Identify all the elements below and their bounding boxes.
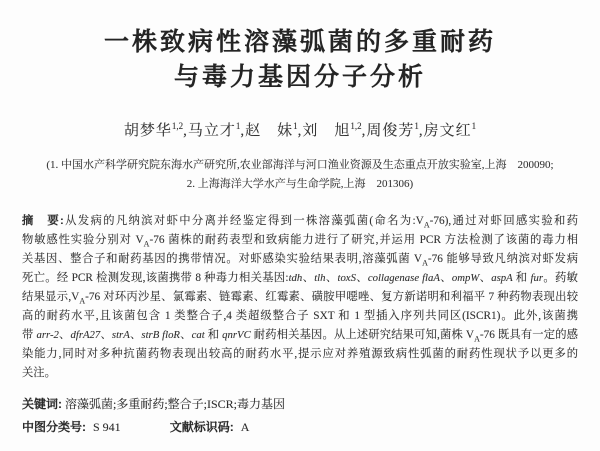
paper-title-line2: 与毒力基因分子分析 — [173, 63, 426, 91]
text-segment: -76 菌株的耐药表型和致病能力进行了研究,并运用 PCR 方法检测了该菌的毒力相 — [149, 234, 578, 246]
text-segment: -76 对环丙沙星、氯霉素、链霉素、红霉素、磺胺甲噁唑、复方新诺明和利福平 7 种药物表现出较 — [85, 291, 578, 303]
text-segment: A — [143, 239, 150, 249]
authors-line — [0, 115, 600, 142]
text-segment: 1,2 — [171, 121, 184, 131]
clc-number-label: 中图分类号: — [22, 420, 86, 434]
keywords-text: 溶藻弧菌;多重耐药;整合子;ISCR;毒力基因 — [65, 397, 286, 411]
text-segment: 从发病的凡纳滨对虾中分离并经鉴定得到一株溶藻弧菌(命名为:V — [63, 215, 424, 227]
text-segment: 、 — [100, 329, 112, 341]
affiliation-line-2: 2. 上海海洋大学水产与生命学院,上海 201306) — [186, 178, 414, 190]
text-segment: A — [79, 296, 86, 306]
text-segment: 、 — [302, 272, 315, 284]
text-segment: 关注。 — [22, 367, 56, 379]
document-code-value: A — [240, 420, 250, 434]
text-segment: 1 — [293, 121, 298, 131]
text-segment: 、 — [439, 272, 452, 284]
text-segment: toxS — [337, 272, 356, 284]
text-segment: 带 — [22, 329, 37, 341]
text-segment: ,房文红 — [418, 123, 472, 139]
text-segment: 和 — [512, 272, 531, 284]
abstract-line — [22, 326, 578, 345]
keywords-line — [22, 396, 578, 413]
text-segment: 关基因、整合子和耐药基因的携带情况。对虾感染实验结果表明,溶藻弧菌 V — [22, 253, 423, 265]
text-segment: 物敏感性实验分别对 V — [22, 234, 144, 246]
text-segment: qnrVC — [222, 329, 251, 341]
text-segment: tdh — [288, 272, 303, 284]
text-segment: 、 — [325, 272, 338, 284]
text-segment: 、 — [129, 329, 142, 341]
text-segment: 和 — [204, 329, 223, 341]
text-segment: 。药敏 — [543, 272, 578, 284]
text-segment: tlh — [314, 272, 326, 284]
keywords-label: 关键词: — [22, 397, 62, 411]
text-segment: 、 — [479, 272, 492, 284]
abstract-line — [22, 269, 578, 288]
text-segment: 摘 要: — [22, 215, 64, 227]
abstract-line — [22, 231, 578, 250]
text-segment: ,刘 旭 — [297, 123, 351, 139]
text-segment: A — [423, 220, 430, 230]
text-segment: A — [474, 334, 480, 344]
text-segment: 高的耐药水平,且该菌包含 1 类整合子,4 类超级整合子 SXT 和 1 型插入序列共同区(ISCR1)。此外,该菌携 — [22, 310, 578, 322]
text-segment: arr-2 — [36, 329, 59, 341]
text-segment: fur — [530, 272, 544, 284]
text-segment: 胡梦华 — [123, 123, 172, 139]
text-segment: 、 — [58, 329, 71, 341]
abstract-line — [22, 364, 578, 383]
paper-title-line1: 一株致病性溶藻弧菌的多重耐药 — [103, 28, 496, 56]
abstract-text — [22, 212, 578, 383]
text-segment: 结果显示,V — [22, 291, 80, 303]
clc-number-value: S 941 — [93, 420, 121, 434]
abstract-line — [22, 212, 578, 231]
text-segment: ompW — [451, 272, 480, 284]
text-segment: ,赵 妹 — [240, 123, 294, 139]
text-segment: 死亡。经 PCR 检测发现,该菌携带 8 种毒力相关基因: — [22, 272, 289, 284]
text-segment: 1 — [235, 121, 241, 131]
abstract-line — [22, 288, 578, 307]
text-segment: 染能力,同时对多种抗菌药物表现出较高的耐药水平,提示应对养殖源致病性弧菌的耐药性现状予以更多的 — [22, 348, 578, 360]
text-segment: -76 能够导致凡纳滨对虾发病 — [427, 253, 578, 265]
text-segment: cat — [191, 329, 205, 341]
text-segment: collagenase flaA — [367, 272, 440, 284]
text-segment: ,马立才 — [183, 123, 236, 139]
text-segment: 、 — [355, 272, 368, 284]
text-segment: dfrA27 — [70, 329, 101, 341]
text-segment: 耐药相关基因。从上述研究结果可知,菌株 V — [250, 329, 475, 341]
abstract-line — [22, 250, 578, 269]
text-segment: ,周俊芳 — [361, 123, 415, 139]
affiliation-line-1: (1. 中国水产科学研究院东海水产研究所,农业部海洋与河口渔业资源及生态重点开放实验室,上海 200090; — [46, 159, 554, 171]
text-segment: strA — [111, 329, 130, 341]
text-segment: -76 既具有一定的感 — [479, 329, 578, 341]
text-segment: 、 — [179, 329, 192, 341]
classification-line — [22, 419, 578, 436]
abstract-line — [22, 307, 578, 326]
paper-title — [0, 0, 600, 95]
text-segment: 1 — [414, 121, 419, 131]
document-code-label: 文献标识码: — [169, 420, 234, 434]
text-segment: strB floR — [141, 329, 180, 341]
text-segment: 1,2 — [350, 121, 362, 131]
abstract-line — [22, 345, 578, 364]
text-segment: aspA — [491, 272, 513, 284]
text-segment: 1 — [471, 121, 477, 131]
text-segment: -76),通过对虾回感实验和药 — [429, 215, 578, 227]
text-segment: A — [422, 258, 428, 268]
